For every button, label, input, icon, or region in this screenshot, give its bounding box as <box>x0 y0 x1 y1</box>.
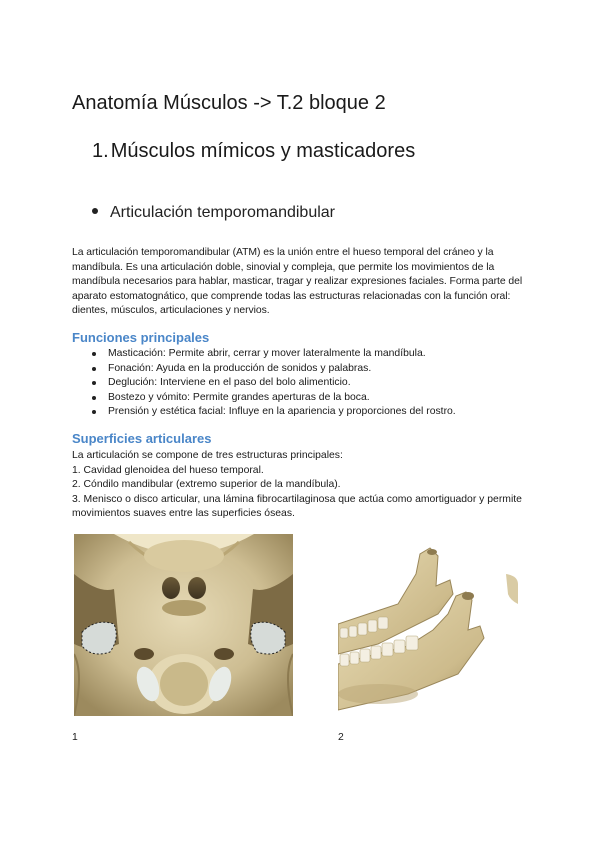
superficies-item: 2. Cóndilo mandibular (extremo superior de la mandíbula). <box>72 479 341 491</box>
superficies-heading: Superficies articulares <box>72 431 212 446</box>
superficies-block <box>72 449 532 522</box>
bullet-icon <box>92 381 96 385</box>
list-item-text: Prensión y estética facial: Influye en la apariencia y proporciones del rostro. <box>108 406 456 418</box>
list-item <box>92 391 456 406</box>
figure-2-caption: 2 <box>338 732 344 743</box>
list-item <box>92 362 456 377</box>
superficies-item: 3. Menisco o disco articular, una lámina fibrocartilaginosa que actúa como amortiguador y permite movimientos suaves entre las superficies óseas. <box>72 493 522 520</box>
skull-base-image <box>74 534 293 716</box>
bullet-icon <box>92 208 98 214</box>
list-item <box>92 347 456 362</box>
bullet-icon <box>92 410 96 414</box>
section-heading <box>92 140 415 163</box>
subtopic-bullet <box>92 204 335 222</box>
bullet-icon <box>92 396 96 400</box>
section-number: 1. <box>92 140 109 162</box>
subtopic-title: Articulación temporomandibular <box>110 204 335 221</box>
list-item-text: Deglución: Interviene en el paso del bolo alimenticio. <box>108 377 351 389</box>
list-item-text: Masticación: Permite abrir, cerrar y mover lateralmente la mandíbula. <box>108 348 426 359</box>
bullet-icon <box>92 367 96 371</box>
intro-paragraph: La articulación temporomandibular (ATM) es la unión entre el hueso temporal del cráneo y la mandíbula. Es una articulación doble, sinovial y compleja, que permite los movimientos de la mandíbula necesarios para hablar, masticar, tragar y realizar expresiones faciales. Forma parte del aparato estomatognático, que comprende todas las estructuras relacionadas con la función oral: dientes, músculos, articulaciones y nervios. <box>72 247 523 317</box>
funciones-list <box>92 347 456 420</box>
mandible-image <box>338 534 518 716</box>
list-item <box>92 376 456 391</box>
funciones-heading: Funciones principales <box>72 330 210 345</box>
skull-base-illustration <box>74 534 293 716</box>
document-title: Anatomía Músculos -> T.2 bloque 2 <box>72 92 386 114</box>
list-item-text: Bostezo y vómito: Permite grandes aperturas de la boca. <box>108 391 370 403</box>
superficies-item: 1. Cavidad glenoidea del hueso temporal. <box>72 464 264 476</box>
superficies-intro: La articulación se compone de tres estructuras principales: <box>72 450 343 461</box>
list-item-text: Fonación: Ayuda en la producción de sonidos y palabras. <box>108 362 372 374</box>
mandible-illustration <box>338 534 518 716</box>
section-title: Músculos mímicos y masticadores <box>110 140 416 162</box>
bullet-icon <box>92 352 96 356</box>
list-item <box>92 405 456 420</box>
figure-1-caption: 1 <box>72 732 78 743</box>
